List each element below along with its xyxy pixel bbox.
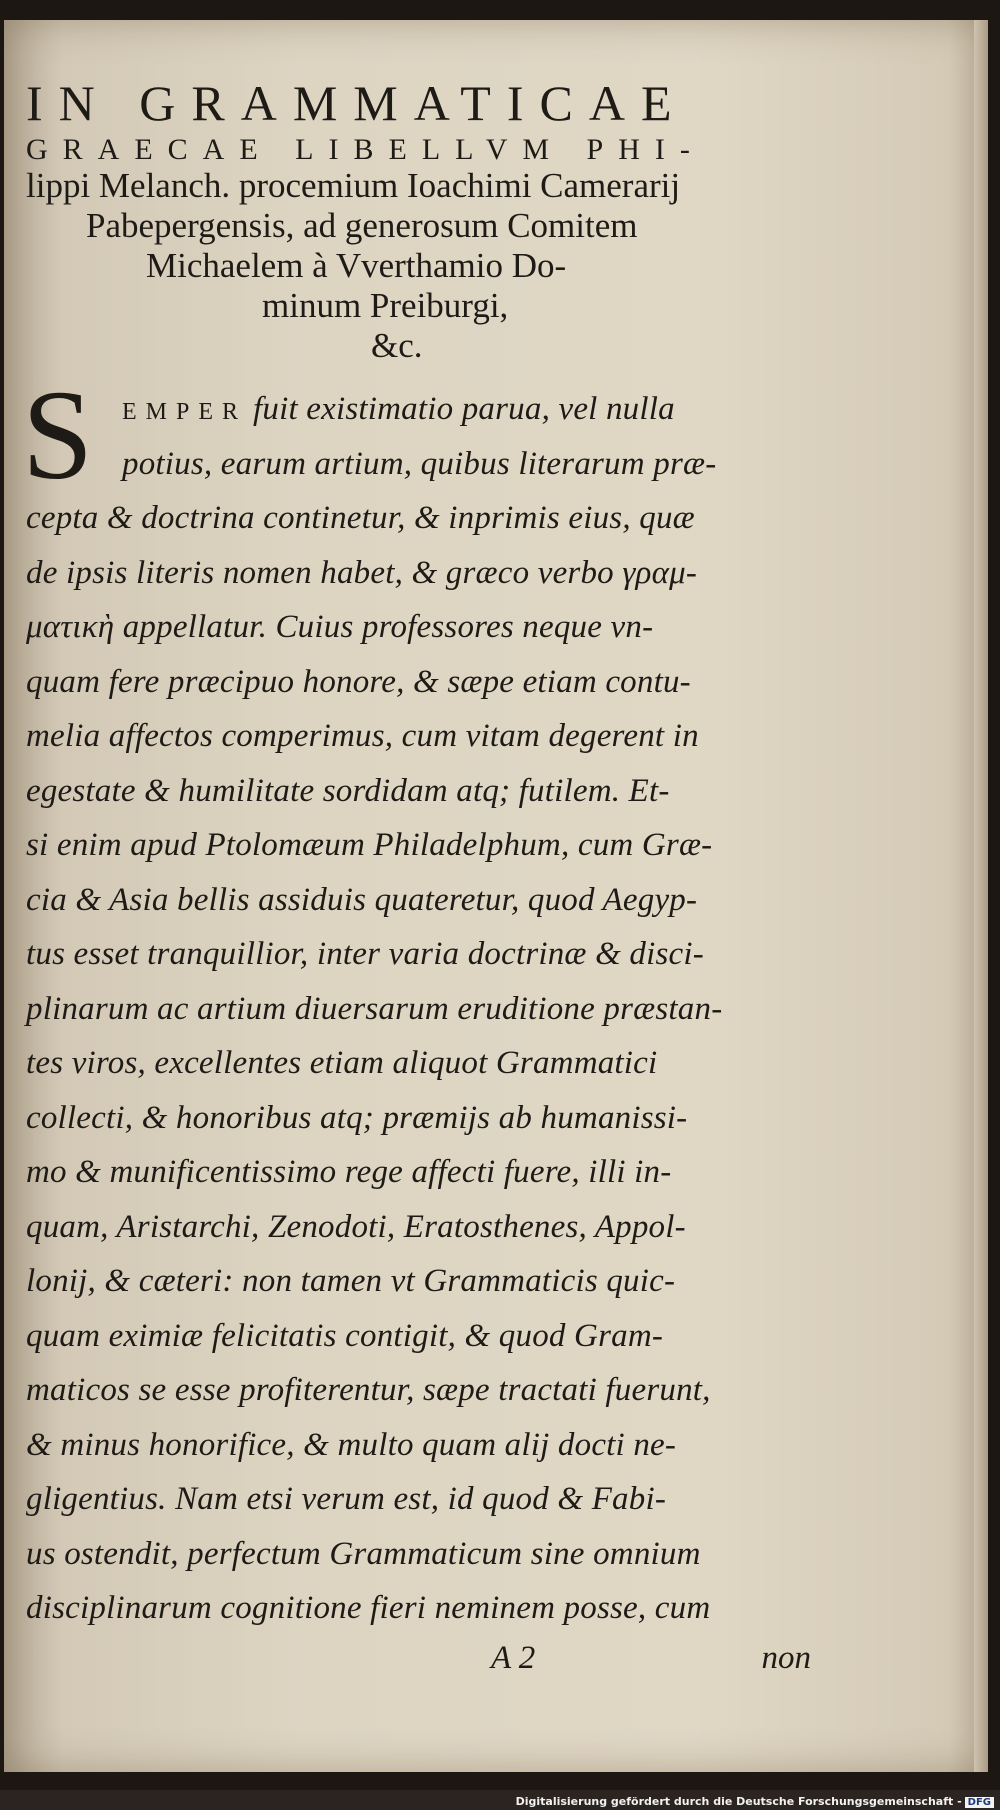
digitization-credit <box>516 1795 994 1808</box>
body-line: quam fere præcipuo honore, & sæpe etiam contu- <box>26 663 691 700</box>
body-text <box>22 364 791 1636</box>
body-line: cepta & doctrina continetur, & inprimis eius, quæ <box>26 500 695 536</box>
heading-line-4: Pabepergensis, ad generosum Comitem <box>86 206 638 245</box>
credit-text: Digitalisierung gefördert durch die Deutsche Forschungsgemeinschaft - <box>515 1795 962 1808</box>
body-line: si enim apud Ptolomæum Philadelphum, cum Græ- <box>26 827 713 863</box>
catchword: non <box>761 1639 811 1676</box>
body-line: ματικὴ appellatur. Cuius professores neque vn- <box>26 609 654 645</box>
page-edge <box>974 20 988 1772</box>
body-line: quam, Aristarchi, Zenodoti, Eratosthenes, Appol- <box>26 1208 686 1245</box>
heading-line-3: lippi Melanch. procemium Ioachimi Camerarij <box>26 166 681 205</box>
body-line: cia & Asia bellis assiduis quateretur, quod Aegyp- <box>26 881 698 918</box>
body-line: tus esset tranquillior, inter varia doctrinæ & disci- <box>26 936 704 972</box>
heading-line-7: &c. <box>371 326 423 365</box>
heading-line-5: Michaelem à Vverthamio Do- <box>146 246 567 285</box>
body-line: egestate & humilitate sordidam atq; futilem. Et- <box>26 772 670 809</box>
signature-mark: A 2 <box>491 1639 536 1676</box>
signature-line <box>26 1638 811 1678</box>
heading-line-1: IN GRAMMATICAE <box>26 75 688 131</box>
body-line: lonij, & cæteri: non tamen vt Grammaticis quic- <box>26 1263 676 1299</box>
body-line: collecti, & honoribus atq; præmijs ab humanissi- <box>26 1099 688 1136</box>
body-line: mo & munificentissimo rege affecti fuere, illi in- <box>26 1154 672 1190</box>
body-line: melia affectos comperimus, cum vitam degerent in <box>26 718 699 754</box>
dfg-logo: DFG <box>965 1797 994 1808</box>
text-block <box>22 75 811 1678</box>
body-line: disciplinarum cognitione fieri neminem posse, cum <box>26 1590 711 1626</box>
heading-line-2: GRAECAE LIBELLVM PHI- <box>26 133 705 166</box>
body-line: potius, earum artium, quibus literarum præ- <box>122 445 717 482</box>
body-line: maticos se esse profiterentur, sæpe tractati fuerunt, <box>26 1372 711 1408</box>
body-line: gligentius. Nam etsi verum est, id quod & Fabi- <box>26 1481 667 1517</box>
body-line <box>26 382 791 437</box>
body-line: de ipsis literis nomen habet, & græco verbo γραμ- <box>26 554 698 591</box>
body-line: plinarum ac artium diuersarum eruditione præstan- <box>26 990 723 1027</box>
body-line: & minus honorifice, & multo quam alij docti ne- <box>26 1426 677 1463</box>
body-line-text: fuit existimatio parua, vel nulla <box>253 391 675 427</box>
heading-line-6: minum Preiburgi, <box>262 286 509 325</box>
drop-cap: S <box>22 364 94 506</box>
book-page <box>4 20 988 1772</box>
body-line: tes viros, excellentes etiam aliquot Grammatici <box>26 1045 658 1081</box>
opening-caps: EMPER <box>122 399 248 425</box>
body-line: quam eximiæ felicitatis contigit, & quod Gram- <box>26 1317 664 1354</box>
body-line: us ostendit, perfectum Grammaticum sine omnium <box>26 1535 701 1572</box>
